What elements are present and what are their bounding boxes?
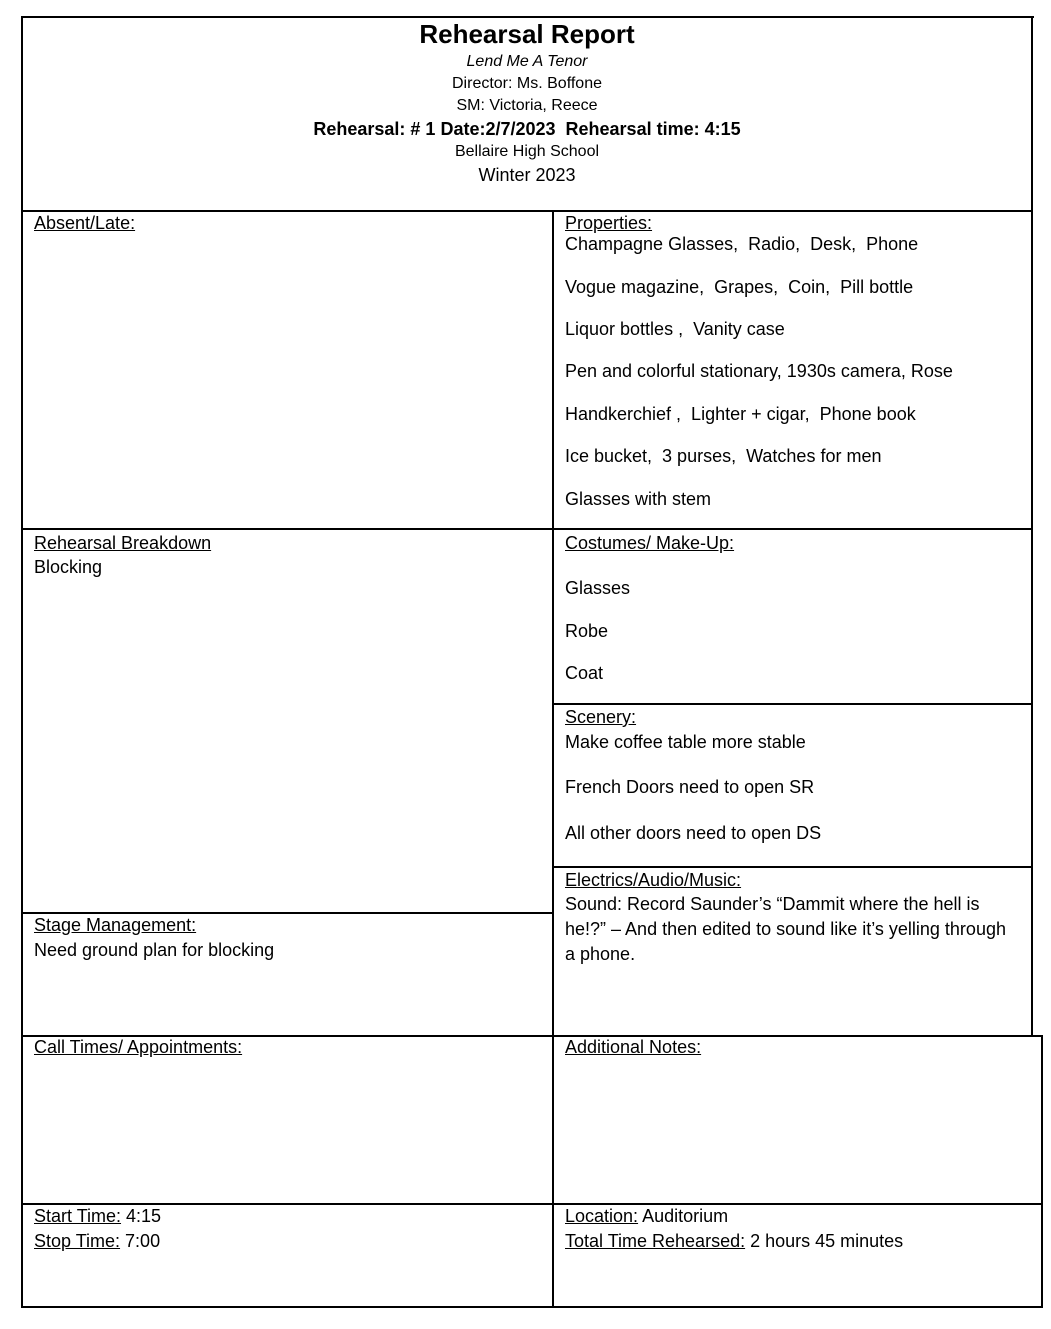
- electrics-label: Electrics/Audio/Music:: [565, 870, 742, 890]
- stop-time-line: [34, 1231, 160, 1252]
- border-bottom: [21, 1306, 1043, 1308]
- properties-item: Champagne Glasses, Radio, Desk, Phone: [565, 234, 919, 254]
- season-line: Winter 2023: [478, 165, 576, 185]
- border-top: [21, 16, 1034, 18]
- rehearsal-info-text: Rehearsal: # 1 Date:2/7/2023 Rehearsal time: 4:15: [313, 119, 741, 139]
- costumes-item: Coat: [565, 663, 604, 683]
- electrics-text: Sound: Record Saunder’s “Dammit where the hell is he!?” – And then edited to sound like it’s yelling through a phone.: [565, 894, 1006, 964]
- rehearsal-breakdown-label: Rehearsal Breakdown: [34, 533, 212, 553]
- start-time-line: [34, 1206, 161, 1227]
- scenery-item: French Doors need to open SR: [565, 777, 815, 797]
- costumes-item: Glasses: [565, 578, 631, 598]
- sm-line: SM: Victoria, Reece: [456, 97, 598, 114]
- school-line: Bellaire High School: [454, 143, 600, 160]
- play-title: Lend Me A Tenor: [466, 53, 588, 70]
- properties-label: Properties:: [565, 213, 653, 233]
- absent-late-label: Absent/Late:: [34, 213, 136, 233]
- properties-item: Liquor bottles , Vanity case: [565, 319, 785, 339]
- stage-management-label: Stage Management:: [34, 915, 197, 935]
- total-time-label: Total Time Rehearsed:: [565, 1231, 746, 1251]
- report-title: Rehearsal Report: [419, 19, 635, 49]
- stop-time-label: Stop Time:: [34, 1231, 121, 1251]
- divider-center: [552, 210, 554, 1308]
- total-time-value: 2 hours 45 minutes: [745, 1231, 904, 1251]
- costumes-item: Robe: [565, 621, 609, 641]
- scenery-item: Make coffee table more stable: [565, 732, 806, 752]
- call-times-label: Call Times/ Appointments:: [34, 1037, 243, 1057]
- divider-row2: [21, 528, 1033, 530]
- rehearsal-info-line: [22, 118, 1032, 140]
- start-time-value: 4:15: [121, 1206, 162, 1226]
- scenery-label: Scenery:: [565, 707, 637, 727]
- properties-item: Handkerchief , Lighter + cigar, Phone book: [565, 404, 916, 424]
- additional-notes-label: Additional Notes:: [565, 1037, 702, 1057]
- costumes-label: Costumes/ Make-Up:: [565, 533, 735, 553]
- stage-management-text: Need ground plan for blocking: [34, 940, 275, 960]
- divider-scenery-electrics: [552, 866, 1033, 868]
- scenery-item: All other doors need to open DS: [565, 823, 822, 843]
- director-line: Director: Ms. Boffone: [452, 75, 602, 92]
- rehearsal-breakdown-text: Blocking: [34, 557, 103, 577]
- properties-item: Pen and colorful stationary, 1930s camera, Rose: [565, 361, 953, 381]
- location-value: Auditorium: [638, 1206, 729, 1226]
- properties-item: Vogue magazine, Grapes, Coin, Pill bottle: [565, 277, 914, 297]
- start-time-label: Start Time:: [34, 1206, 122, 1226]
- border-right-lower: [1041, 1035, 1043, 1308]
- divider-row5: [21, 1203, 1043, 1205]
- location-line: [565, 1206, 728, 1227]
- divider-header: [21, 210, 1033, 212]
- divider-stage-management: [21, 912, 554, 914]
- total-time-line: [565, 1231, 903, 1252]
- properties-item: Ice bucket, 3 purses, Watches for men: [565, 446, 882, 466]
- divider-costumes-scenery: [552, 703, 1033, 705]
- location-label: Location:: [565, 1206, 639, 1226]
- properties-item: Glasses with stem: [565, 489, 712, 509]
- stop-time-value: 7:00: [120, 1231, 161, 1251]
